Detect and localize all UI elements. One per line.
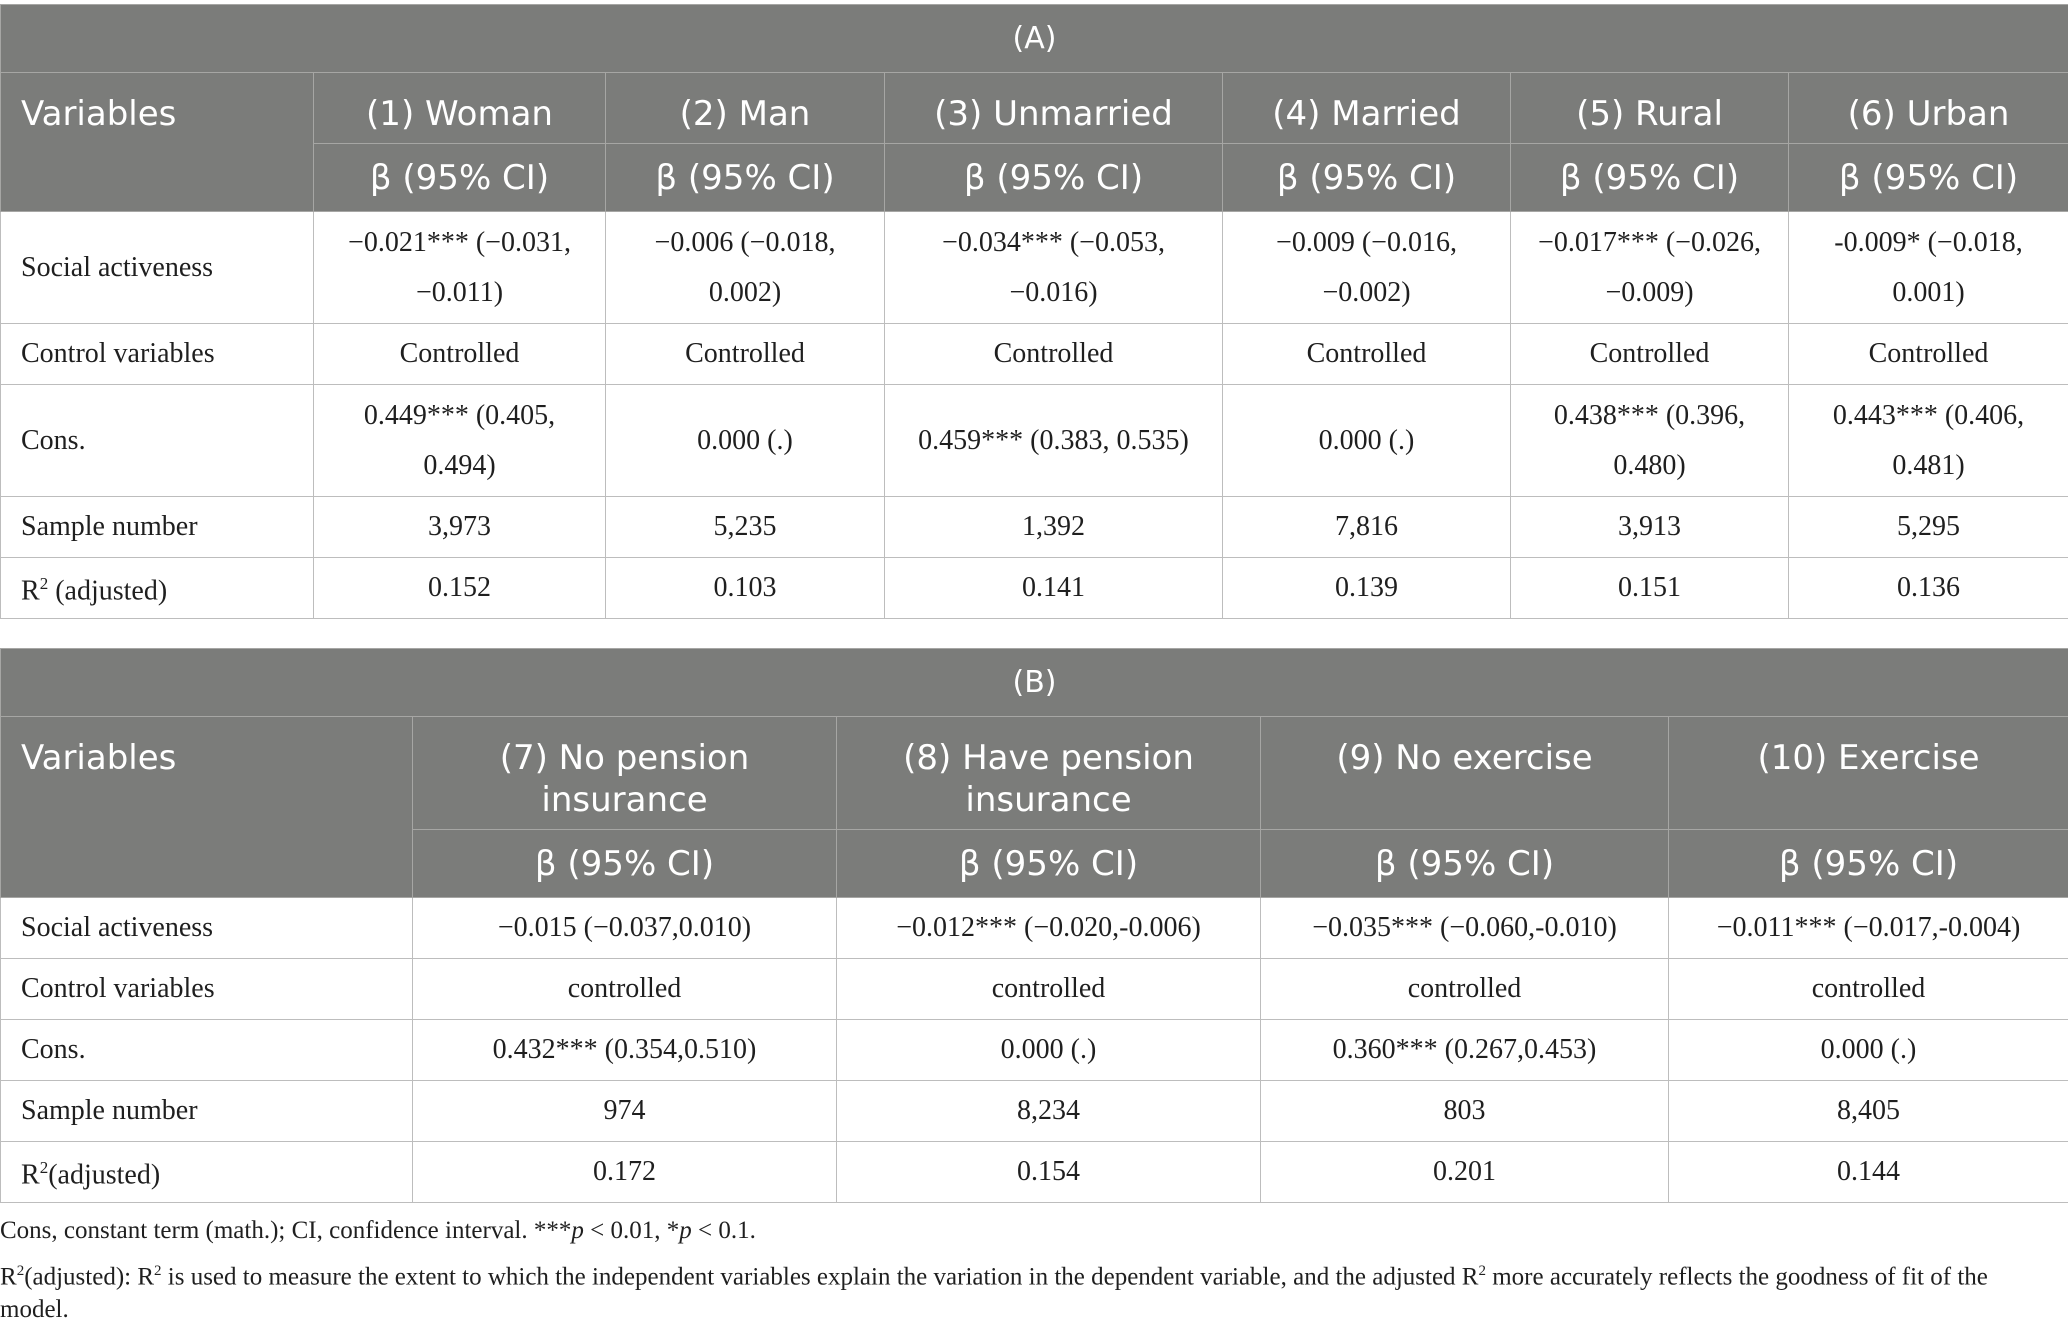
row-label — [1, 558, 314, 619]
table-cell: 0.144 — [1669, 1142, 2068, 1203]
panel-a-title: (A) — [1, 5, 2068, 73]
footnote-text: R — [0, 1263, 17, 1290]
table-cell: Controlled — [1223, 324, 1511, 385]
table-cell: 803 — [1261, 1081, 1669, 1142]
table-cell: Controlled — [1511, 324, 1789, 385]
panel-b-col-header: (9) No exercise — [1261, 717, 1669, 830]
table-row — [1, 959, 2068, 1020]
table-cell: 7,816 — [1223, 497, 1511, 558]
panel-a-col-header: (3) Unmarried — [885, 73, 1223, 144]
footnote-p-symbol: p — [679, 1217, 692, 1244]
table-cell: 8,405 — [1669, 1081, 2068, 1142]
footnote-r-squared — [0, 1255, 2060, 1326]
table-cell: 0.000 (.) — [606, 385, 885, 497]
footnote-text: < 0.1. — [692, 1217, 756, 1244]
table-cell: 0.000 (.) — [1223, 385, 1511, 497]
table-row — [1, 385, 2068, 497]
table-row — [1, 898, 2068, 959]
table-cell: 0.154 — [837, 1142, 1261, 1203]
table-cell: 5,295 — [1789, 497, 2068, 558]
panel-b-variables-header: Variables — [1, 717, 413, 898]
panel-a-col-header: (2) Man — [606, 73, 885, 144]
row-label: Social activeness — [1, 212, 314, 324]
row-label-base: R — [21, 1160, 40, 1191]
panel-a-col-header: (5) Rural — [1511, 73, 1789, 144]
table-footnotes — [0, 1214, 2060, 1334]
row-label — [1, 1142, 413, 1203]
table-row — [1, 1142, 2068, 1203]
table-cell: 0.438*** (0.396, 0.480) — [1511, 385, 1789, 497]
panel-b-col-header: (7) No pension insurance — [413, 717, 837, 830]
table-cell: 5,235 — [606, 497, 885, 558]
panel-a-header-row — [1, 73, 2068, 144]
table-cell: 3,913 — [1511, 497, 1789, 558]
beta-ci-label: β (95% CI) — [1261, 830, 1669, 898]
row-label: Cons. — [1, 1020, 413, 1081]
panel-a-table — [0, 4, 2068, 619]
table-cell: 0.152 — [314, 558, 606, 619]
table-cell: 0.201 — [1261, 1142, 1669, 1203]
table-cell: 0.432*** (0.354,0.510) — [413, 1020, 837, 1081]
table-cell: 0.172 — [413, 1142, 837, 1203]
row-label: Control variables — [1, 324, 314, 385]
panel-a-title-row — [1, 5, 2068, 73]
table-cell: Controlled — [1789, 324, 2068, 385]
row-label-superscript: 2 — [40, 1158, 49, 1177]
table-cell: 0.000 (.) — [837, 1020, 1261, 1081]
row-label-rest: (adjusted) — [48, 1160, 160, 1191]
footnote-superscript: 2 — [154, 1263, 162, 1279]
beta-ci-label: β (95% CI) — [1669, 830, 2068, 898]
panel-a-col-header: (6) Urban — [1789, 73, 2068, 144]
beta-ci-label: β (95% CI) — [1223, 144, 1511, 212]
table-cell: 0.141 — [885, 558, 1223, 619]
table-cell: −0.021*** (−0.031, −0.011) — [314, 212, 606, 324]
beta-ci-label: β (95% CI) — [606, 144, 885, 212]
panel-b-title-row — [1, 649, 2068, 717]
table-row — [1, 497, 2068, 558]
footnote-text: more accurately reflects the goodness of fit of the model. — [0, 1263, 1994, 1323]
table-cell: −0.006 (−0.018, 0.002) — [606, 212, 885, 324]
table-cell: −0.012*** (−0.020,-0.006) — [837, 898, 1261, 959]
row-label-base: R — [21, 576, 40, 607]
footnote-abbreviations — [0, 1214, 2060, 1247]
panel-a-variables-header: Variables — [1, 73, 314, 212]
table-cell: controlled — [413, 959, 837, 1020]
beta-ci-label: β (95% CI) — [413, 830, 837, 898]
beta-ci-label: β (95% CI) — [885, 144, 1223, 212]
panel-b-col-header: (10) Exercise — [1669, 717, 2068, 830]
table-cell: 1,392 — [885, 497, 1223, 558]
row-label-rest: (adjusted) — [48, 576, 167, 607]
table-row — [1, 1020, 2068, 1081]
panel-a-col-header: (4) Married — [1223, 73, 1511, 144]
panel-b-title: (B) — [1, 649, 2068, 717]
table-cell: -0.009* (−0.018, 0.001) — [1789, 212, 2068, 324]
table-cell: Controlled — [885, 324, 1223, 385]
footnote-text: (adjusted): R — [24, 1263, 154, 1290]
table-cell: Controlled — [606, 324, 885, 385]
row-label: Control variables — [1, 959, 413, 1020]
table-cell: 0.151 — [1511, 558, 1789, 619]
table-row — [1, 1081, 2068, 1142]
row-label-superscript: 2 — [40, 574, 49, 593]
table-cell: 0.449*** (0.405, 0.494) — [314, 385, 606, 497]
beta-ci-label: β (95% CI) — [1511, 144, 1789, 212]
footnote-text: < 0.01, * — [584, 1217, 679, 1244]
row-label: Cons. — [1, 385, 314, 497]
table-cell: 974 — [413, 1081, 837, 1142]
row-label: Sample number — [1, 1081, 413, 1142]
table-cell: controlled — [1261, 959, 1669, 1020]
table-cell: −0.017*** (−0.026, −0.009) — [1511, 212, 1789, 324]
table-cell: Controlled — [314, 324, 606, 385]
panel-b-col-header: (8) Have pension insurance — [837, 717, 1261, 830]
beta-ci-label: β (95% CI) — [837, 830, 1261, 898]
table-cell: 0.459*** (0.383, 0.535) — [885, 385, 1223, 497]
table-cell: −0.009 (−0.016, −0.002) — [1223, 212, 1511, 324]
footnote-superscript: 2 — [1478, 1263, 1486, 1279]
footnote-p-symbol: p — [571, 1217, 584, 1244]
table-cell: −0.035*** (−0.060,-0.010) — [1261, 898, 1669, 959]
footnote-text: Cons, constant term (math.); CI, confidence interval. *** — [0, 1217, 571, 1244]
table-cell: 0.000 (.) — [1669, 1020, 2068, 1081]
beta-ci-label: β (95% CI) — [1789, 144, 2068, 212]
panel-b-table — [0, 648, 2068, 1203]
table-row — [1, 558, 2068, 619]
table-cell: 0.139 — [1223, 558, 1511, 619]
table-cell: 0.443*** (0.406, 0.481) — [1789, 385, 2068, 497]
table-cell: 8,234 — [837, 1081, 1261, 1142]
footnote-text: is used to measure the extent to which the independent variables explain the variation in the dependent variable, and the adjusted R — [162, 1263, 1479, 1290]
beta-ci-label: β (95% CI) — [314, 144, 606, 212]
table-cell: controlled — [837, 959, 1261, 1020]
table-cell: controlled — [1669, 959, 2068, 1020]
table-cell: −0.011*** (−0.017,-0.004) — [1669, 898, 2068, 959]
table-row — [1, 324, 2068, 385]
panel-a-col-header: (1) Woman — [314, 73, 606, 144]
table-cell: 0.103 — [606, 558, 885, 619]
table-cell: −0.015 (−0.037,0.010) — [413, 898, 837, 959]
table-cell: 0.360*** (0.267,0.453) — [1261, 1020, 1669, 1081]
row-label: Social activeness — [1, 898, 413, 959]
panel-b-header-row — [1, 717, 2068, 830]
row-label: Sample number — [1, 497, 314, 558]
table-row — [1, 212, 2068, 324]
footnote-superscript: 2 — [17, 1263, 25, 1279]
table-cell: 0.136 — [1789, 558, 2068, 619]
table-cell: −0.034*** (−0.053, −0.016) — [885, 212, 1223, 324]
table-cell: 3,973 — [314, 497, 606, 558]
